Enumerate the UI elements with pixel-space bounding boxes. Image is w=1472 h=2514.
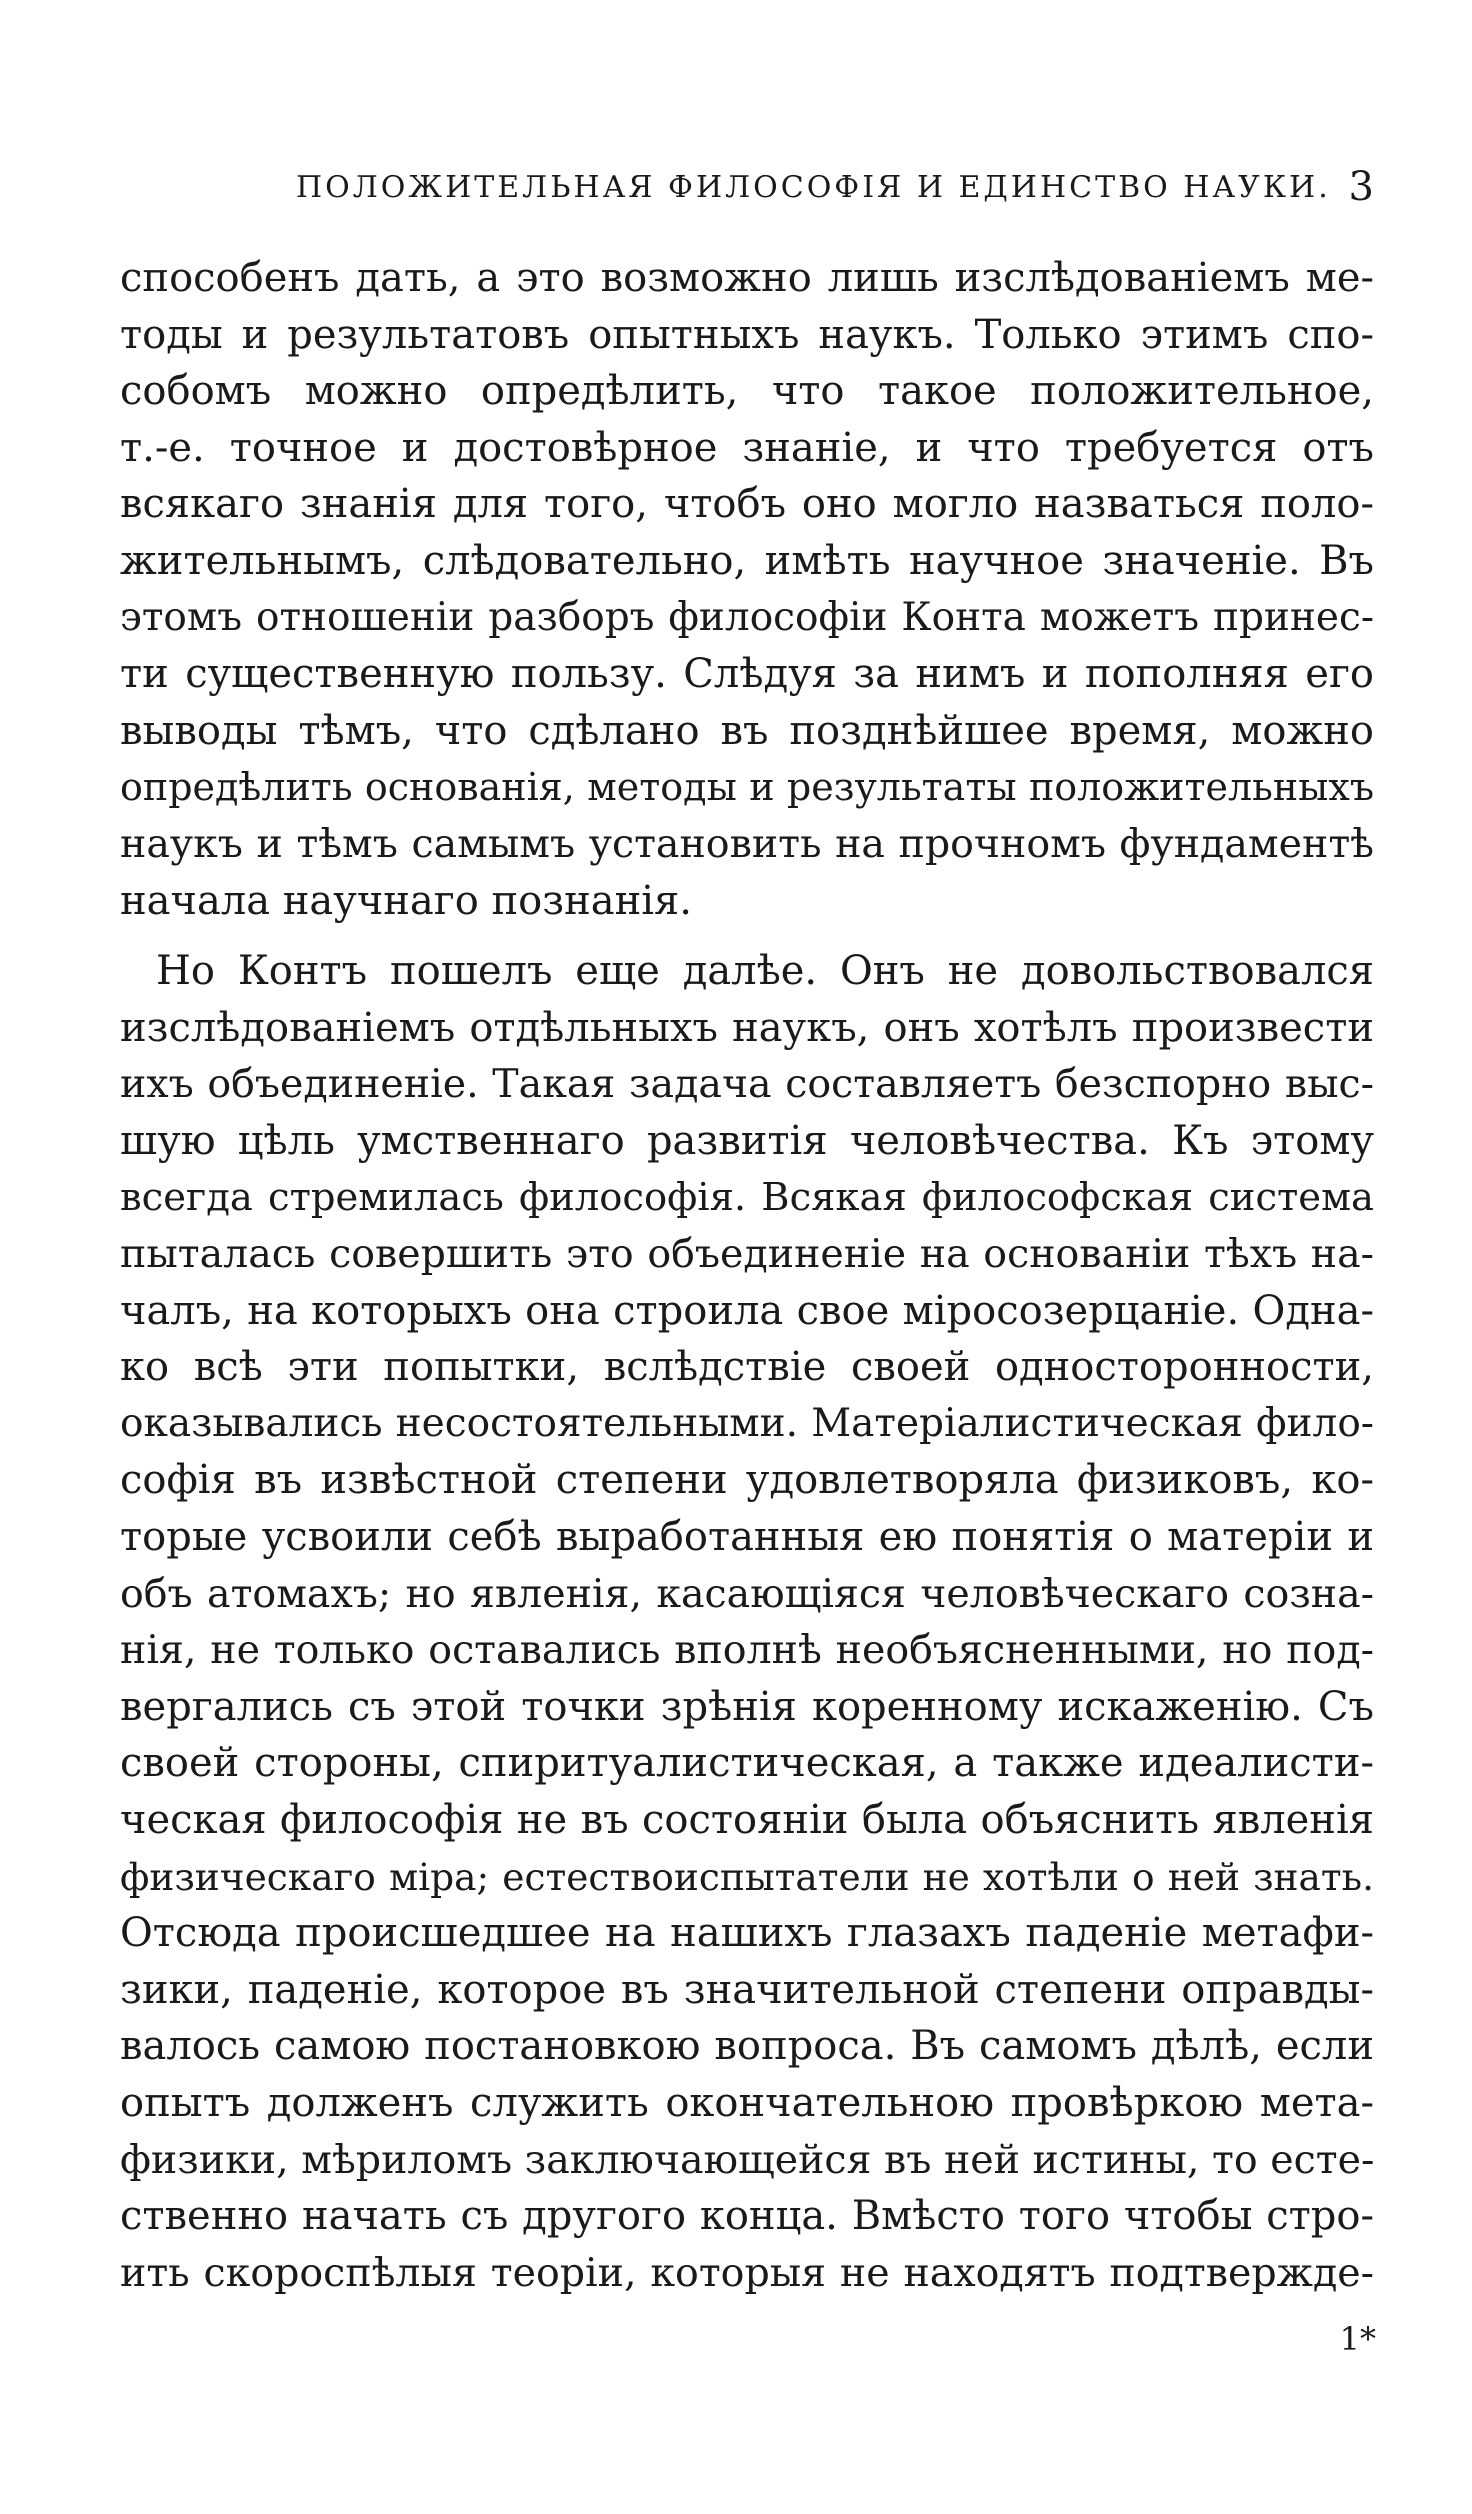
text-line: способенъ дать, а это возможно лишь изслѣдованіемъ ме-	[120, 255, 1374, 301]
text-line: пыталась совершить это объединеніе на основаніи тѣхъ на-	[120, 1231, 1374, 1278]
text-line: изслѣдованіемъ отдѣльныхъ наукъ, онъ хотѣлъ произвести	[120, 1004, 1374, 1051]
text-line: оказывались несостоятельными. Матеріалистическая фило-	[120, 1400, 1374, 1446]
text-line: нія, не только оставались вполнѣ необъясненными, но под-	[120, 1627, 1374, 1674]
text-line: валось самою постановкою вопроса. Въ самомъ дѣлѣ, если	[120, 2023, 1374, 2070]
text-line: зики, паденіе, которое въ значительной степени оправды-	[120, 1966, 1374, 2013]
paragraph-gap	[120, 929, 1374, 943]
text-line: шую цѣль умственнаго развитія человѣчества. Къ этому	[120, 1117, 1374, 1164]
text-line: т.-е. точное и достовѣрное знаніе, и что требуется отъ	[120, 424, 1374, 471]
text-line: ко всѣ эти попытки, вслѣдствіе своей односторонности,	[120, 1344, 1374, 1391]
text-line: опытъ долженъ служить окончательною провѣркою мета-	[120, 2080, 1374, 2126]
text-line: ственно начать съ другого конца. Вмѣсто того чтобы стро-	[120, 2193, 1374, 2240]
text-line: физическаго міра; естествоиспытатели не хотѣли о ней знать.	[120, 1854, 1374, 1899]
text-line: начала научнаго познанія.	[120, 877, 692, 924]
text-line: этомъ отношеніи разборъ философіи Конта можетъ принес-	[120, 594, 1374, 640]
text-line: ихъ объединеніе. Такая задача составляетъ безспорно выс-	[120, 1061, 1374, 1108]
text-line: объ атомахъ; но явленія, касающіяся человѣческаго созна-	[120, 1570, 1374, 1617]
text-line: Отсюда происшедшее на нашихъ глазахъ паденіе метафи-	[120, 1910, 1374, 1957]
text-line: тоды и результатовъ опытныхъ наукъ. Только этимъ спо-	[120, 311, 1374, 358]
text-line: всегда стремилась философія. Всякая философская система	[120, 1174, 1374, 1220]
running-head	[296, 164, 1374, 220]
text-line: ти существенную пользу. Слѣдуя за нимъ и пополняя его	[120, 651, 1374, 698]
signature-mark: 1*	[1339, 2320, 1376, 2358]
text-line: ить скороспѣлыя теоріи, которыя не находятъ подтвержде-	[120, 2249, 1374, 2296]
text-line: вергались съ этой точки зрѣнія коренному искаженію. Съ	[120, 1683, 1374, 1730]
text-line: опредѣлить основанія, методы и результаты положительныхъ	[120, 765, 1374, 810]
text-line: софія въ извѣстной степени удовлетворяла физиковъ, ко-	[120, 1457, 1374, 1504]
text-line: наукъ и тѣмъ самымъ установить на прочномъ фундаментѣ	[120, 820, 1374, 867]
body-text	[120, 250, 1374, 2301]
text-line: Но Контъ пошелъ еще далѣе. Онъ не довольствовался	[156, 948, 1374, 995]
text-line: ческая философія не въ состояніи была объяснить явленія	[120, 1797, 1374, 1844]
text-line: физики, мѣриломъ заключающейся въ ней истины, то есте-	[120, 2136, 1374, 2183]
page-number: 3	[1348, 164, 1374, 210]
text-line: собомъ можно опредѣлить, что такое положительное,	[120, 368, 1374, 415]
text-line: всякаго знанія для того, чтобъ оно могло назваться поло-	[120, 481, 1374, 528]
text-line: жительнымъ, слѣдовательно, имѣть научное значеніе. Въ	[120, 537, 1374, 584]
text-line: выводы тѣмъ, что сдѣлано въ позднѣйшее время, можно	[120, 707, 1374, 754]
paragraph	[120, 250, 1374, 929]
running-title: ПОЛОЖИТЕЛЬНАЯ ФИЛОСОФІЯ И ЕДИНСТВО НАУКИ.	[296, 170, 1331, 205]
text-line: торые усвоили себѣ выработанныя ею понятія о матеріи и	[120, 1514, 1374, 1561]
paragraph	[120, 943, 1374, 2301]
text-line: своей стороны, спиритуалистическая, а также идеалисти-	[120, 1740, 1374, 1787]
text-line: чалъ, на которыхъ она строила свое міросозерцаніе. Одна-	[120, 1287, 1374, 1334]
